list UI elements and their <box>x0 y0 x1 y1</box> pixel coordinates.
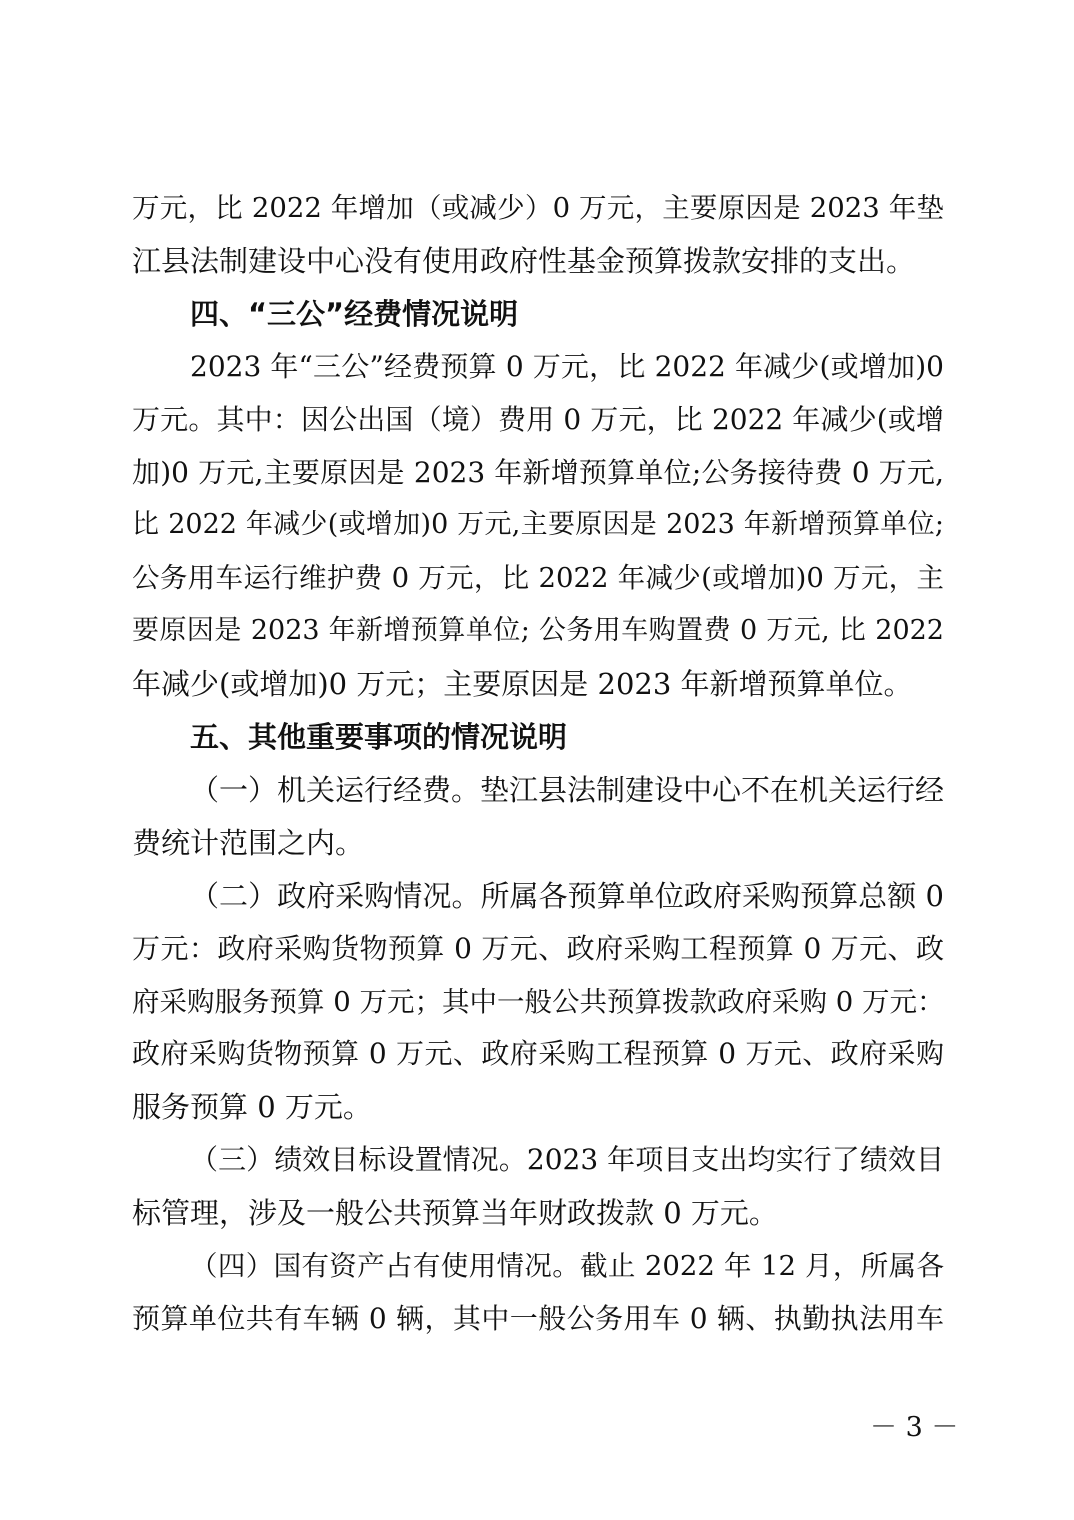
body-text-line: 府采购服务预算 0 万元；其中一般公共预算拨款政府采购 0 万元： <box>132 985 945 1018</box>
body-text-line: 年减少(或增加)0 万元；主要原因是 2023 年新增预算单位。 <box>132 667 913 702</box>
body-text-line: 预算单位共有车辆 0 辆，其中一般公务用车 0 辆、执勤执法用车 <box>132 1301 944 1335</box>
body-text-line: 加)0 万元,主要原因是 2023 年新增预算单位;公务接待费 0 万元, <box>132 455 944 489</box>
body-text-line: 江县法制建设中心没有使用政府性基金预算拨款安排的支出。 <box>132 243 916 278</box>
page-number: － 3 － <box>870 1412 959 1443</box>
section-heading: 五、其他重要事项的情况说明 <box>190 720 568 754</box>
body-text-line: 服务预算 0 万元。 <box>132 1090 372 1125</box>
body-text-line: （三）绩效目标设置情况。2023 年项目支出均实行了绩效目 <box>190 1143 944 1177</box>
body-text-line: 要原因是 2023 年新增预算单位; 公务用车购置费 0 万元, 比 2022 <box>132 615 944 647</box>
body-text-line: 万元，比 2022 年增加（或减少）0 万元，主要原因是 2023 年垫 <box>132 192 944 224</box>
body-text-line: 政府采购货物预算 0 万元、政府采购工程预算 0 万元、政府采购 <box>132 1037 944 1071</box>
body-text-line: 万元。其中：因公出国（境）费用 0 万元，比 2022 年减少(或增 <box>132 402 944 436</box>
body-text-line: （四）国有资产占有使用情况。截止 2022 年 12 月，所属各 <box>190 1250 944 1282</box>
body-text-line: （一）机关运行经费。垫江县法制建设中心不在机关运行经 <box>190 772 945 807</box>
body-text-line: （二）政府采购情况。所属各预算单位政府采购预算总额 0 <box>190 878 944 913</box>
body-text-line: 费统计范围之内。 <box>132 825 365 860</box>
section-heading: 四、“三公”经费情况说明 <box>190 296 519 331</box>
body-text-line: 公务用车运行维护费 0 万元，比 2022 年减少(或增加)0 万元，主 <box>132 562 944 595</box>
body-text-line: 2023 年“三公”经费预算 0 万元，比 2022 年减少(或增加)0 <box>190 349 944 383</box>
body-text-line: 比 2022 年减少(或增加)0 万元,主要原因是 2023 年新增预算单位; <box>132 509 944 541</box>
body-text-line: 万元：政府采购货物预算 0 万元、政府采购工程预算 0 万元、政 <box>132 931 944 965</box>
body-text-line: 标管理，涉及一般公共预算当年财政拨款 0 万元。 <box>132 1196 778 1231</box>
